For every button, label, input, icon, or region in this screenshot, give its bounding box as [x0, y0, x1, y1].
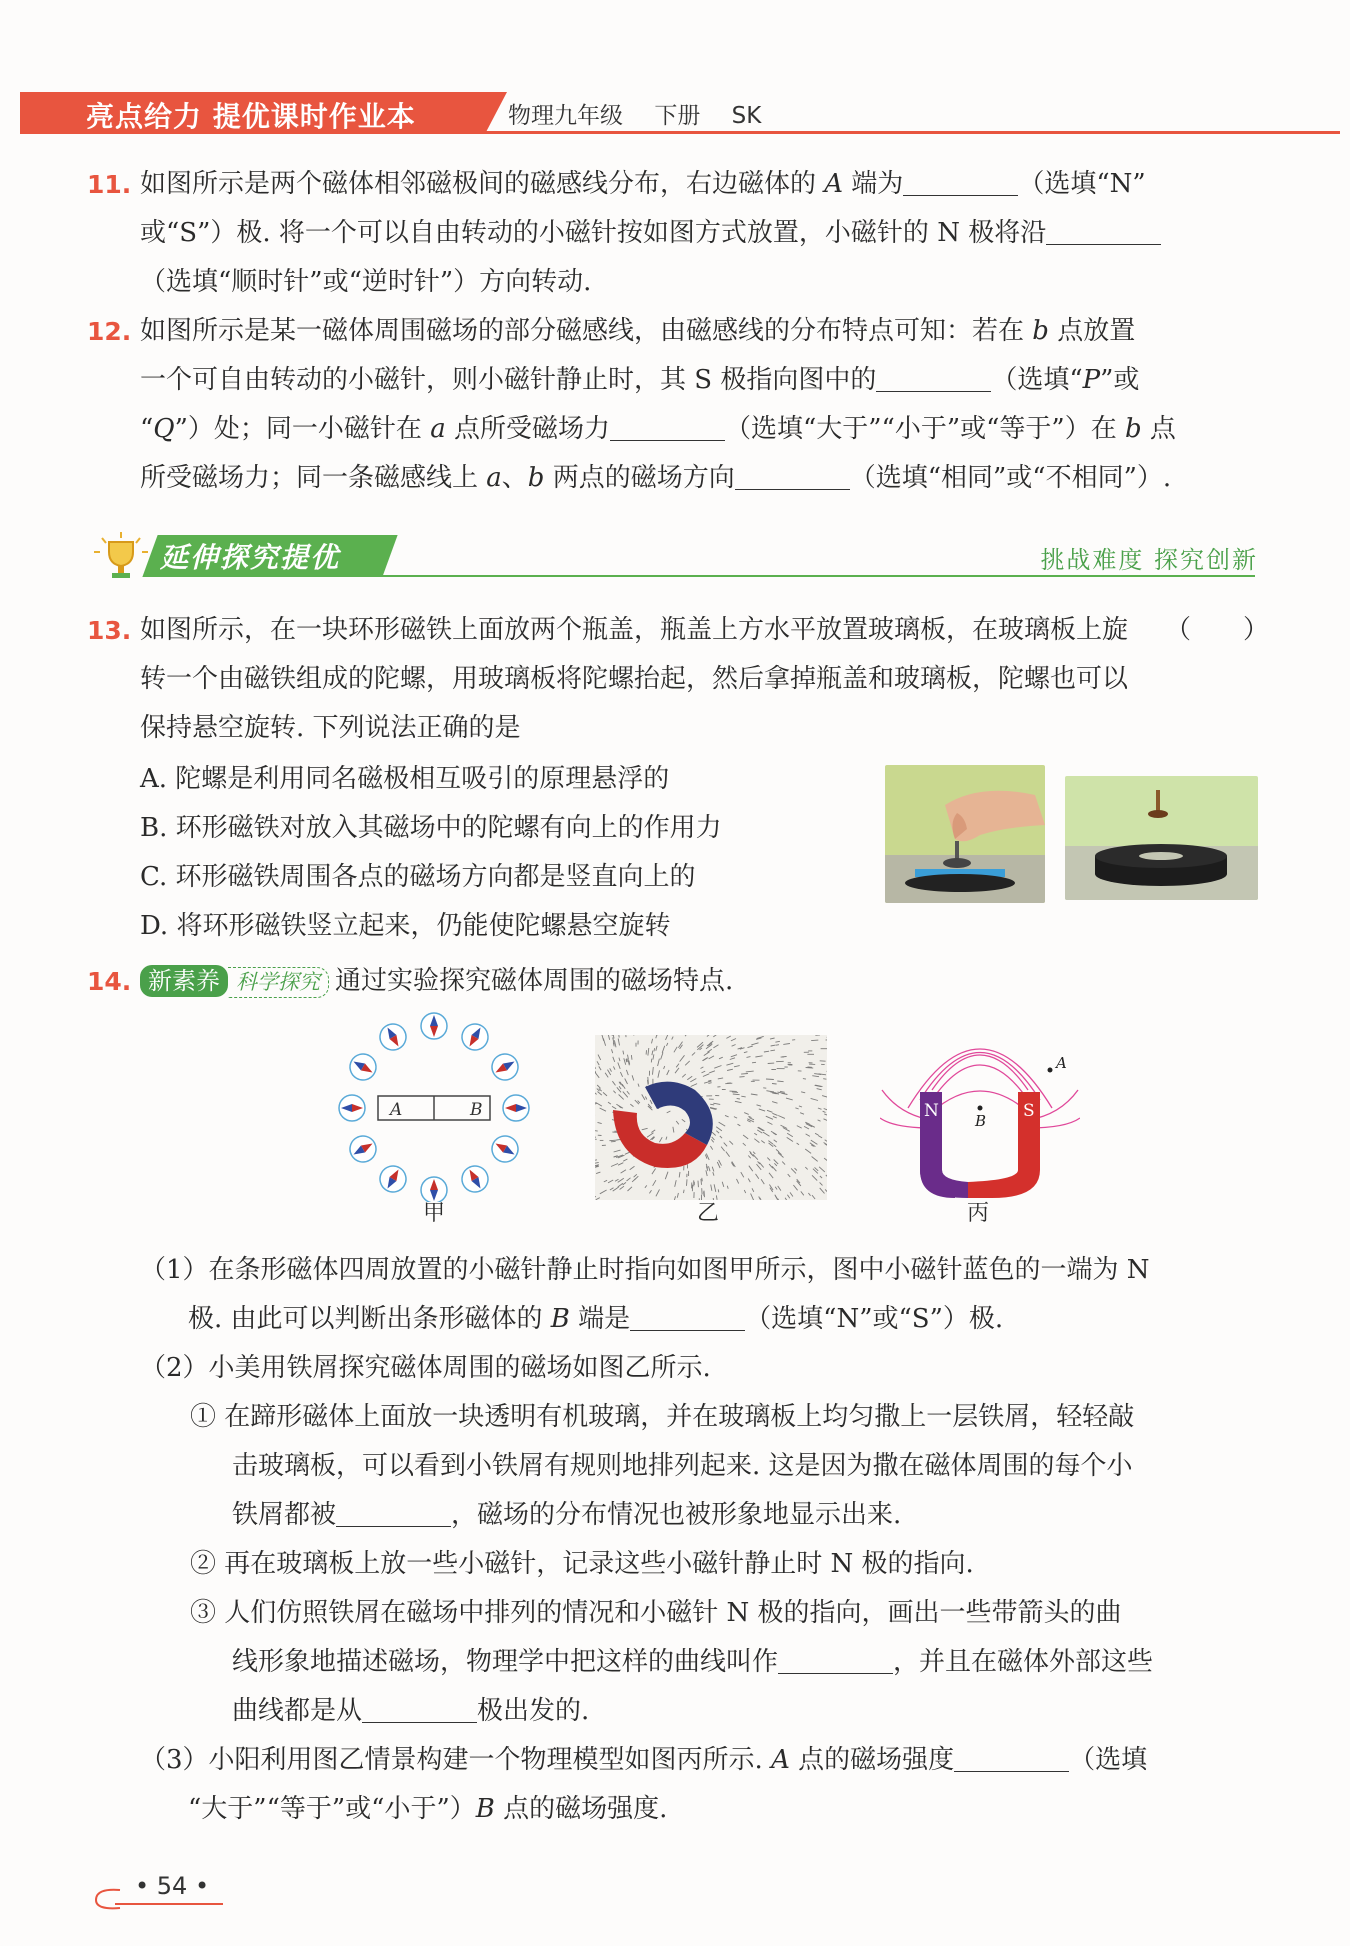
compass-needle [345, 1049, 381, 1085]
photo-hand-lifting-top [885, 765, 1045, 903]
header-banner-tail [485, 92, 507, 134]
compass-needle [457, 1161, 493, 1197]
compass-needle [457, 1019, 493, 1055]
question-number: 14. [87, 967, 132, 996]
option-a[interactable]: A. 陀螺是利用同名磁极相互吸引的原理悬浮的 [140, 764, 670, 794]
q13-line1: 如图所示，在一块环形磁铁上面放两个瓶盖，瓶盖上方水平放置玻璃板，在玻璃板上旋 [140, 615, 1129, 645]
q11-line2: 或“S”）极. 将一个可以自由转动的小磁针按如图方式放置，小磁针的 N 极将沿 [140, 209, 1255, 258]
answer-blank[interactable] [630, 1304, 745, 1331]
q14-intro: 通过实验探究磁体周围的磁场特点. [335, 966, 734, 996]
answer-blank[interactable] [336, 1500, 451, 1527]
q13-line2: 转一个由磁铁组成的陀螺，用玻璃板将陀螺抬起，然后拿掉瓶盖和玻璃板，陀螺也可以 [140, 664, 1129, 694]
question-12 [87, 307, 1255, 503]
question-number: 11. [87, 170, 132, 199]
section-title: 延伸探究提优 [160, 541, 341, 574]
pole-s: S [1023, 1101, 1035, 1121]
q11-line3: （选填“顺时针”或“逆时针”）方向转动. [140, 267, 592, 297]
compass-needle [503, 1095, 529, 1121]
figure-caption-bing: 丙 [966, 1201, 989, 1226]
answer-blank[interactable] [610, 414, 725, 441]
pole-n: N [924, 1101, 939, 1121]
question-number: 13. [87, 616, 132, 645]
point-a-label: A [1056, 1054, 1067, 1072]
option-d[interactable]: D. 将环形磁铁竖立起来，仍能使陀螺悬空旋转 [140, 911, 671, 941]
page-number-rule [115, 1903, 223, 1905]
q13-line3: 保持悬空旋转. 下列说法正确的是 [140, 713, 521, 743]
question-11 [87, 160, 1255, 307]
point-b-label: B [975, 1112, 987, 1130]
compass-needle [487, 1131, 523, 1167]
answer-blank[interactable] [362, 1696, 477, 1723]
answer-bracket[interactable]: （ ） [1165, 615, 1270, 645]
section-subtitle: 挑战难度 探究创新 [1040, 546, 1258, 574]
answer-blank[interactable] [1046, 218, 1161, 245]
q14-part1: （1）在条形磁体四周放置的小磁针静止时指向如图甲所示，图中小磁针蓝色的一端为 N 极. 由此可以判断出条形磁体的 B 端是 （选填“N”或“S”）极. （2）小美用铁屑探究磁体周围的磁场如图乙所示. ① 在蹄形磁体上面放一块透明有机玻璃，并在玻璃板上均匀撒上一层铁屑，轻轻敲 击玻璃板，可以看到小铁屑有规则地排列起来. 这是因为撒在磁体周围的每个小 铁屑都被 ，磁场的分布情况也被形象地显示出来. ② 再在玻璃板上放一些小磁针，记录这些小磁针静止时 N 极的指向. ③ 人们仿照铁屑在磁场中排列的情况和小磁针 N 极的指向，画出一些带箭头的曲 线形象地描述磁场，物理学中把这样的曲线叫作 ，并且在磁体外部这些 曲线都是从 极出发的. （3）小阳利用图乙情景构建一个物理模型如图丙所示. A 点的磁场强度 （选填 “大于”“等于”或“小于”）B 点的磁场强度. [140, 1255, 1154, 1824]
option-c[interactable]: C. 环形磁铁周围各点的磁场方向都是竖直向上的 [140, 862, 696, 892]
q12-line4: 所受磁场力；同一条磁感线上 a、b 两点的磁场方向 （选填“相同”或“不相同”）. [140, 463, 1172, 493]
answer-blank[interactable] [735, 463, 850, 490]
q11-line1: 如图所示是两个磁体相邻磁极间的磁感线分布，右边磁体的 A 端为 （选填“N” [140, 169, 1146, 199]
header-subject [508, 97, 785, 130]
figure-caption-yi: 乙 [696, 1201, 719, 1226]
header-grade: 物理九年级 [508, 103, 623, 129]
tag-subtitle: 科学探究 [228, 967, 329, 998]
compass-needle [421, 1013, 447, 1039]
compass-needle [375, 1161, 411, 1197]
header-brand: 亮点给力 提优课时作业本 [86, 100, 416, 133]
compass-needle [345, 1131, 381, 1167]
q12-line2: 一个可自由转动的小磁针，则小磁针静止时，其 S 极指向图中的 （选填“P”或 [140, 365, 1140, 395]
page-number: • 54 • [135, 1872, 210, 1900]
magnet-label-b: B [470, 1100, 483, 1120]
magnet-label-a: A [390, 1100, 403, 1120]
header-edition: SK [731, 103, 762, 129]
figure-caption-jia: 甲 [422, 1201, 445, 1226]
answer-blank[interactable] [954, 1745, 1069, 1772]
answer-blank[interactable] [778, 1647, 893, 1674]
page-ornament-icon [92, 1886, 122, 1912]
q12-line1: 如图所示是某一磁体周围磁场的部分磁感线，由磁感线的分布特点可知：若在 b 点放置 [140, 316, 1136, 346]
compass-needle [339, 1095, 365, 1121]
q13-options [140, 755, 860, 951]
question-13 [87, 606, 1255, 753]
compass-needle [375, 1019, 411, 1055]
question-number: 12. [87, 317, 132, 346]
option-b[interactable]: B. 环形磁铁对放入其磁场中的陀螺有向上的作用力 [140, 813, 722, 843]
q12-line3: “Q”）处；同一小磁针在 a 点所受磁场力 （选填“大于”“小于”或“等于”）在 b 点 [140, 414, 1176, 444]
figure-bar-magnet-compasses [320, 1012, 550, 1202]
answer-blank[interactable] [876, 365, 991, 392]
figure-iron-filings [595, 1035, 827, 1200]
question-14 [87, 957, 1255, 1006]
header-volume: 下册 [654, 103, 701, 129]
photo-levitating-top [1065, 776, 1258, 900]
figure-u-magnet-field [880, 1030, 1080, 1200]
tag-badge: 新素养 [140, 965, 228, 997]
answer-blank[interactable] [903, 169, 1018, 196]
compass-needle [487, 1049, 523, 1085]
